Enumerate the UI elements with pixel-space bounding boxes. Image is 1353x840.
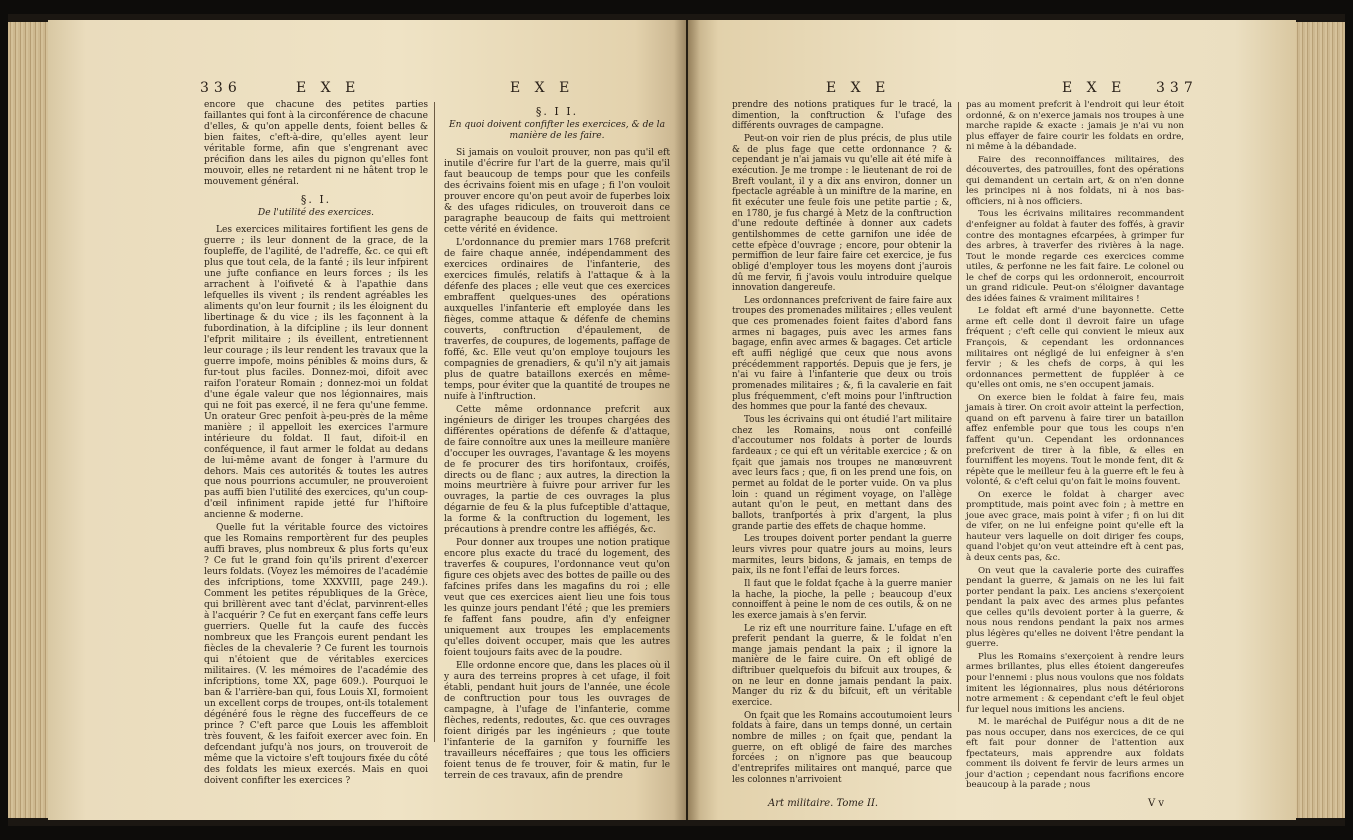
book-gutter (674, 20, 700, 820)
paragraph: Cette même ordonnance prefcrit aux ingénieurs de diriger les troupes chargées des différentes opérations de défenfe & d'attaque, de faire connoître aux unes la meilleure manière d'occuper les ouvrages, l'avantage & les moyens de fe procurer des tirs horifontaux, croifés, directs ou de flanc ; aux autres, la direction la moins meurtrière à fuivre pour arriver fur les ouvrages, la partie de ces ouvrages la plus dégarnie de feu & la plus fufceptible d'attaque, la forme & la conftruction du logement, les précautions à prendre contre les affiégés, &c. (444, 404, 670, 536)
section-title: De l'utilité des exercices. (257, 207, 375, 218)
signature-line: Art militaire. Tome II. (768, 798, 879, 809)
paragraph: Tous les écrivains qui ont étudié l'art militaire chez les Romains, nous ont confeillé d'accoutumer nos foldats à porter de lourds fardeaux ; ce qui eft un véritable exercice ; & on fçait que jamais nos troupes ne manœuvrent avec leurs facs ; que, fi on les prend une fois, on permet au foldat de le porter vuide. On va plus loin : quand un régiment voyage, on l'allège autant qu'on le peut, en mettant dans des ballots, tranfportés à prix d'argent, la plus grande partie des effets de chaque homme. (732, 415, 952, 532)
paragraph: On exerce le foldat à charger avec promptitude, mais point avec foin ; à mettre en joue avec grace, mais point à vifer ; fi on lui dit de vifer, on ne lui enfeigne point qu'elle eft la hauteur vers laquelle on doit diriger fes coups, quand l'objet qu'on veut atteindre eft à cent pas, à deux cents pas, &c. (966, 489, 1184, 563)
running-head-right-col1: E X E (826, 80, 891, 96)
paragraph: Il faut que le foldat fçache à la guerre manier la hache, la pioche, la pelle ; beaucoup d'eux connoiffent à peine le nom de ces outils, & on ne les exerce jamais à s'en fervir. (732, 578, 952, 621)
paragraph: pas au moment prefcrit à l'endroit qui leur étoit ordonné, & on n'exerce jamais nos troupes à une marche rapide & exacte : jamais je n'ai vu non plus effayer de faire courir les foldats en ordre, ni même à la débandade. (966, 100, 1184, 153)
left-page (48, 20, 686, 820)
paragraph: On veut que la cavalerie porte des cuiraffes pendant la guerre, & jamais on ne les lui fait porter pendant la paix. Les anciens s'exerçoient pendant la paix avec des armes plus pefantes que celles qu'ils devoient porter à la guerre, & nous nous rendons pendant la paix nos armes plus légères qu'elles ne doivent l'être pendant la guerre. (966, 565, 1184, 650)
running-head-left-col2: E X E (510, 80, 575, 96)
paragraph: Pour donner aux troupes une notion pratique encore plus exacte du tracé du logement, des traverfes & coupures, l'ordonnance veut qu'on figure ces objets avec des bottes de paille ou des fafcines prifes dans les magafins du roi ; elle veut que ces exercices aient lieu une fois tous les quinze jours pendant l'été ; que les premiers fe faffent fans poudre, afin d'y enfeigner uniquement aux troupes les emplacements qu'elles doivent occuper, mais que les autres foient toujours faits avec de la poudre. (444, 538, 670, 659)
left-page-column-2 (444, 100, 670, 800)
paragraph: Si jamais on vouloit prouver, non pas qu'il eft inutile d'écrire fur l'art de la guerre, mais qu'il faut beaucoup de temps pour que les confeils des écrivains foient mis en ufage ; fi l'on vouloit prouver encore qu'on peut avoir de fuperbes loix & des ufages ridicules, on trouveroit dans ce paragraphe beaucoup de faits qui mettroient cette vérité en évidence. (444, 147, 670, 235)
column-rule-right (958, 102, 959, 712)
paragraph: Tous les écrivains militaires recommandent d'enfeigner au foldat à fauter des foffés, à gravir contre des montagnes efcarpées, à grimper fur des arbres, à traverfer des rivières à la nage. Tout le monde regarde ces exercices comme utiles, & perfonne ne les fait faire. Le colonel ou le chef de corps qui les ordonneroit, encourroit un grand ridicule. Peut-on s'éloigner davantage des idées faines & vraiment militaires ! (966, 209, 1184, 304)
right-page (688, 20, 1296, 820)
paragraph: prendre des notions pratiques fur le tracé, la dimention, la conftruction & l'ufage des différents ouvrages de campagne. (732, 100, 952, 132)
paragraph: Les exercices militaires fortifient les gens de guerre ; ils leur donnent de la grace, de la foupleffe, de l'agilité, de l'adreffe, &c. ce qui eft plus que tout cela, de la fanté ; ils leur infpirent une jufte confiance en leurs forces ; ils les arrachent à l'oifiveté & à l'apathie dans lefquelles ils vivent ; ils rendent agréables les aliments qu'on leur fournit ; ils les éloignent du libertinage & du vice ; ils les façonnent à la fubordination, à la difcipline ; ils leur donnent l'efprit militaire ; ils éveillent, entretiennent leur courage ; ils leur rendent les travaux que la guerre impofe, moins pénibles & moins durs, & fur-tout plus faciles. Donnez-moi, difoit avec raifon l'orateur Romain ; donnez-moi un foldat d'une égale valeur que nos légionnaires, mais qui ne foit pas exercé, il ne fera qu'une femme. Un orateur Grec penfoit à-peu-près de la même manière ; il appelloit les exercices l'armure intérieure du foldat. Il faut, difoit-il en conféquence, il faut armer le foldat au dedans de lui-même avant de fonger à l'armure du dehors. Mais ces autorités & toutes les autres que nous pourrions accumuler, ne prouveroient pas auffi bien l'utilité des exercices, qu'un coup-d'œil infiniment rapide jetté fur l'hiftoire ancienne & moderne. (204, 224, 428, 521)
paragraph: Les ordonnances prefcrivent de faire faire aux troupes des promenades militaires ; elles veulent que ces promenades foient faites d'abord fans armes ni bagages, puis avec les armes fans bagage, enfin avec armes & bagages. Cet article eft auffi négligé que ceux que nous avons précédemment rapportés. Depuis que je fers, je n'ai vu faire à l'infanterie que deux ou trois promenades militaires ; &, fi la cavalerie en fait plus fréquemment, c'eft moins pour l'inftruction des hommes que pour la fanté des chevaux. (732, 295, 953, 413)
paragraph: M. le maréchal de Puifégur nous a dit de ne pas nous occuper, dans nos exercices, de ce qui eft fait pour donner de l'attention aux fpectateurs, mais apprendre aux foldats comment ils doivent fe fervir de leurs armes un jour d'action ; cependant nous facrifions encore beaucoup à la parade ; nous (966, 717, 1184, 791)
paragraph: Quelle fut la véritable fource des victoires que les Romains remportèrent fur des peuples auffi braves, plus nombreux & plus forts qu'eux ? Ce fut le grand foin qu'ils prirent d'exercer leurs foldats. (Voyez les mémoires de l'académie des infcriptions, tome XXXVIII, page 249.). Comment les petites républiques de la Grèce, qui brillèrent avec tant d'éclat, parvinrent-elles à l'acquérir ? Ce fut en exerçant fans ceffe leurs guerriers. Quelle fut la caufe des fuccès nombreux que les François eurent pendant les fiècles de la chevalerie ? Ce furent les tournois qui n'étoient que de véritables exercices militaires. (V. les mémoires de l'académie des infcriptions, tome XX, page 609.). Pourquoi le ban & l'arrière-ban qui, fous Louis XI, formoient un excellent corps de troupes, ont-ils totalement dégénéré fous le règne des fucceffeurs de ce prince ? C'eft parce que Louis les affembloit très fouvent, & les faifoit exercer avec foin. En defcendant jufqu'à nos jours, on trouveroit de même que la victoire s'eft toujours fixée du côté des foldats les mieux exercés. Mais en quoi doivent confifter les exercices ? (204, 523, 429, 787)
section-heading: §. I. (300, 192, 332, 206)
open-book (8, 14, 1345, 826)
paragraph: encore que chacune des petites parties faillantes qui font à la circonférence de chacune d'elles, & qu'on appelle dents, foient belles & bien faites, c'eft-à-dire, qu'elles ayent leur véritable forme, afin que s'engrenant avec précifion dans les ailes du pignon qu'elles font mouvoir, elles ne retardent ni ne hâtent trop le mouvement général. (204, 100, 428, 187)
right-page-column-2 (966, 100, 1184, 790)
column-rule-left (434, 102, 435, 742)
paragraph: Elle ordonne encore que, dans les places où il y aura des terreins propres à cet ufage, il foit établi, pendant huit jours de l'année, une école de conftruction pour tous les ouvrages de campagne, à l'ufage de l'infanterie, comme flèches, redents, redoutes, &c. que ces ouvrages foient dirigés par les ingénieurs ; que toute l'infanterie de la garnifon y fourniffe les travailleurs néceffaires ; que tous les officiers foient tenus de fe trouver, foir & matin, fur le terrein de ces travaux, afin de prendre (444, 661, 670, 782)
paragraph: Faire des reconnoiffances militaires, des découvertes, des patrouilles, font des opérations qui demandent un certain art, & on n'en donne les principes ni à nos foldats, ni à nos bas-officiers, ni à nos officiers. (966, 154, 1184, 207)
paragraph: Peut-on voir rien de plus précis, de plus utile & de plus fage que cette ordonnance ? & cependant je n'ai jamais vu qu'elle ait été mife à exécution. Je me trompe : le lieutenant de roi de Breft voulant, il y a dix ans environ, donner un fpectacle agréable à un miniftre de la marine, en fit exécuter une feule fois une petite partie ; &, en 1780, je fus chargé à Metz de la conftruction d'une redoute deftinée à donner aux cadets gentilshommes de cette garnifon une idée de cette efpèce d'ouvrage ; encore, pour obtenir la permiffion de leur faire faire cet exercice, je fus obligé d'employer tous les moyens dont j'aurois dû me fervir, fi j'avois voulu introduire quelque innovation dangereufe. (732, 133, 952, 294)
right-page-column-1 (732, 100, 952, 790)
paragraph: Le riz eft une nourriture faine. L'ufage en eft preferit pendant la guerre, & le foldat n'en mange jamais pendant la paix ; il ignore la manière de le faire cuire. On eft obligé de diftribuer quelquefois du bifcuit aux troupes, & on ne leur en donne jamais pendant la paix. Manger du riz & du bifcuit, eft un véritable exercice. (732, 623, 952, 709)
page-number-right: 337 (1156, 80, 1198, 96)
running-head-left-col1: E X E (296, 80, 361, 96)
paragraph: Le foldat eft armé d'une bayonnette. Cette arme eft celle dont il devroit faire un ufage fréquent ; c'eft celle qui convient le mieux aux François, & cependant les ordonnances militaires ont négligé de lui enfeigner à s'en fervir ; & les chefs de corps, à qui les ordonnances permettent de fuppléer à ce qu'elles ont omis, ne s'en occupent jamais. (966, 306, 1184, 391)
signature-mark: V v (1148, 798, 1165, 809)
paragraph: Les troupes doivent porter pendant la guerre leurs vivres pour quatre jours au moins, leurs marmites, leurs bidons, & jamais, en temps de paix, ils ne font l'effai de leurs forces. (732, 534, 952, 577)
right-page-edges (1295, 22, 1345, 818)
page-number-left: 336 (200, 80, 242, 96)
left-page-column-1 (204, 100, 428, 800)
section-heading: §. I I. (535, 105, 579, 118)
section-title: En quoi doivent confifter les exercices, & de la manière de les faire. (448, 119, 665, 141)
paragraph: On exerce bien le foldat à faire feu, mais jamais à tirer. On croit avoir atteint la perfection, quand on eft parvenu à faire tirer un bataillon affez enfemble pour que tous les coups n'en faffent qu'un. Cependant les ordonnances prefcrivent de tirer à la fible, & elles en fourniffent les moyens. Tout le monde fent, dit & répète que le meilleur feu à la guerre eft le feu à volonté, & c'eft celui qu'on fait le moins fouvent. (966, 392, 1184, 488)
left-page-edges (8, 22, 50, 818)
paragraph: On fçait que les Romains accoutumoient leurs foldats à faire, dans un temps donné, un certain nombre de milles ; on fçait que, pendant la guerre, on eft obligé de faire des marches forcées ; on n'ignore pas que beaucoup d'entreprifes militaires ont manqué, parce que les colonnes n'arrivoient (732, 710, 952, 785)
running-head-right-col2: E X E (1062, 80, 1127, 96)
paragraph: L'ordonnance du premier mars 1768 prefcrit de faire chaque année, indépendamment des exercices ordinaires de l'infanterie, des exercices fimulés, relatifs à l'attaque & à la défenfe des places ; elle veut que ces exercices embraffent quelques-unes des opérations auxquelles l'infanterie eft employée dans les fièges, comme attaque & défenfe de chemins couverts, conftruction d'épaulement, de traverfes, de coupures, de logements, paffage de foffé, &c. Elle veut qu'on employe toujours les compagnies de grenadiers, & qu'il n'y ait jamais plus de quatre bataillons exercés en même-temps, pour éviter que la quantité de troupes ne nuife à l'inftruction. (444, 237, 670, 402)
paragraph: Plus les Romains s'exerçoient à rendre leurs armes brillantes, plus elles étoient dangereufes pour l'ennemi : plus nous voulons que nos foldats imitent les légionnaires, plus nous détériorons notre armement : & cependant c'eft le feul objet fur lequel nous imitions les anciens. (966, 651, 1184, 715)
